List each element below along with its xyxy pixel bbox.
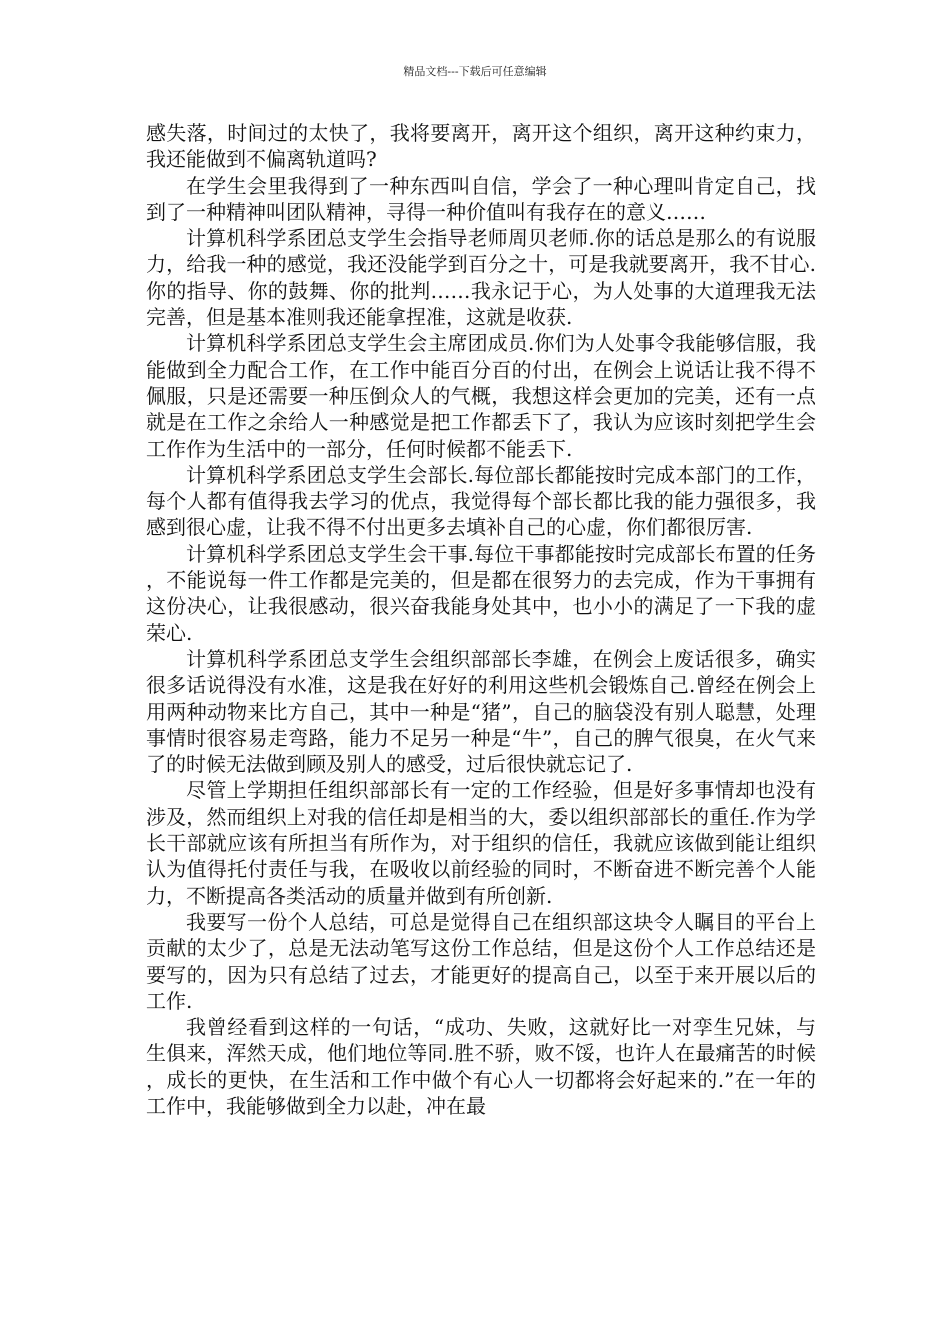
paragraph: 我曾经看到这样的一句话，“成功、失败，这就好比一对孪生兄妹，与生俱来，浑然天成，他们地位等同.胜不骄，败不馁，也许人在最痛苦的时候，成长的更快，在生活和工作中做个有心人一切都将会好起来的.”在一年的工作中，我能够做到全力以赴，冲在最 [146,1015,816,1118]
paragraph: 计算机科学系团总支学生会组织部部长李雄，在例会上废话很多，确实很多话说得没有水准，这是我在好好的利用这些机会锻炼自己.曾经在例会上用两种动物来比方自己，其中一种是“猪”，自己的脑袋没有别人聪慧，处理事情时很容易走弯路，能力不足另一种是“牛”，自己的脾气很臭，在火气来了的时候无法做到顾及别人的感受，过后很快就忘记了. [146,646,816,777]
paragraph: 计算机科学系团总支学生会干事.每位干事都能按时完成部长布置的任务，不能说每一件工作都是完美的，但是都在很努力的去完成，作为干事拥有这份决心，让我很感动，很兴奋我能身处其中，也小小的满足了一下我的虚荣心. [146,541,816,645]
paragraph: 计算机科学系团总支学生会主席团成员.你们为人处事令我能够信服，我能做到全力配合工作，在工作中能百分百的付出，在例会上说话让我不得不佩服，只是还需要一种压倒众人的气概，我想这样会更加的完美，还有一点就是在工作之余给人一种感觉是把工作都丢下了，我认为应该时刻把学生会工作作为生活中的一部分，任何时候都不能丢下. [146,331,816,461]
paragraph: 计算机科学系团总支学生会指导老师周贝老师.你的话总是那么的有说服力，给我一种的感觉，我还没能学到百分之十，可是我就要离开，我不甘心.你的指导、你的鼓舞、你的批判……我永记于心，为人处事的大道理我无法完善，但是基本准则我还能拿捏准，这就是收获. [146,226,816,330]
paragraph: 尽管上学期担任组织部部长有一定的工作经验，但是好多事情却也没有涉及，然而组织上对我的信任却是相当的大，委以组织部部长的重任.作为学长干部就应该有所担当有所作为，对于组织的信任，我就应该做到能让组织认为值得托付责任与我，在吸收以前经验的同时，不断奋进不断完善个人能力，不断提高各类活动的质量并做到有所创新. [146,778,816,908]
document-body [146,120,816,1119]
paragraph: 计算机科学系团总支学生会部长.每位部长都能按时完成本部门的工作，每个人都有值得我去学习的优点，我觉得每个部长都比我的能力强很多，我感到很心虚，让我不得不付出更多去填补自己的心虚，你们都很厉害. [146,462,816,540]
page-header: 精品文档---下载后可任意编辑 [403,65,547,78]
paragraph: 在学生会里我得到了一种东西叫自信，学会了一种心理叫肯定自己，找到了一种精神叫团队精神，寻得一种价值叫有我存在的意义…… [146,173,816,224]
paragraph: 我要写一份个人总结，可总是觉得自己在组织部这块令人瞩目的平台上贡献的太少了，总是无法动笔写这份工作总结，但是这份个人工作总结还是要写的，因为只有总结了过去，才能更好的提高自己，以至于来开展以后的工作. [146,909,816,1013]
paragraph: 感失落，时间过的太快了，我将要离开，离开这个组织，离开这种约束力，我还能做到不偏离轨道吗? [146,121,816,172]
